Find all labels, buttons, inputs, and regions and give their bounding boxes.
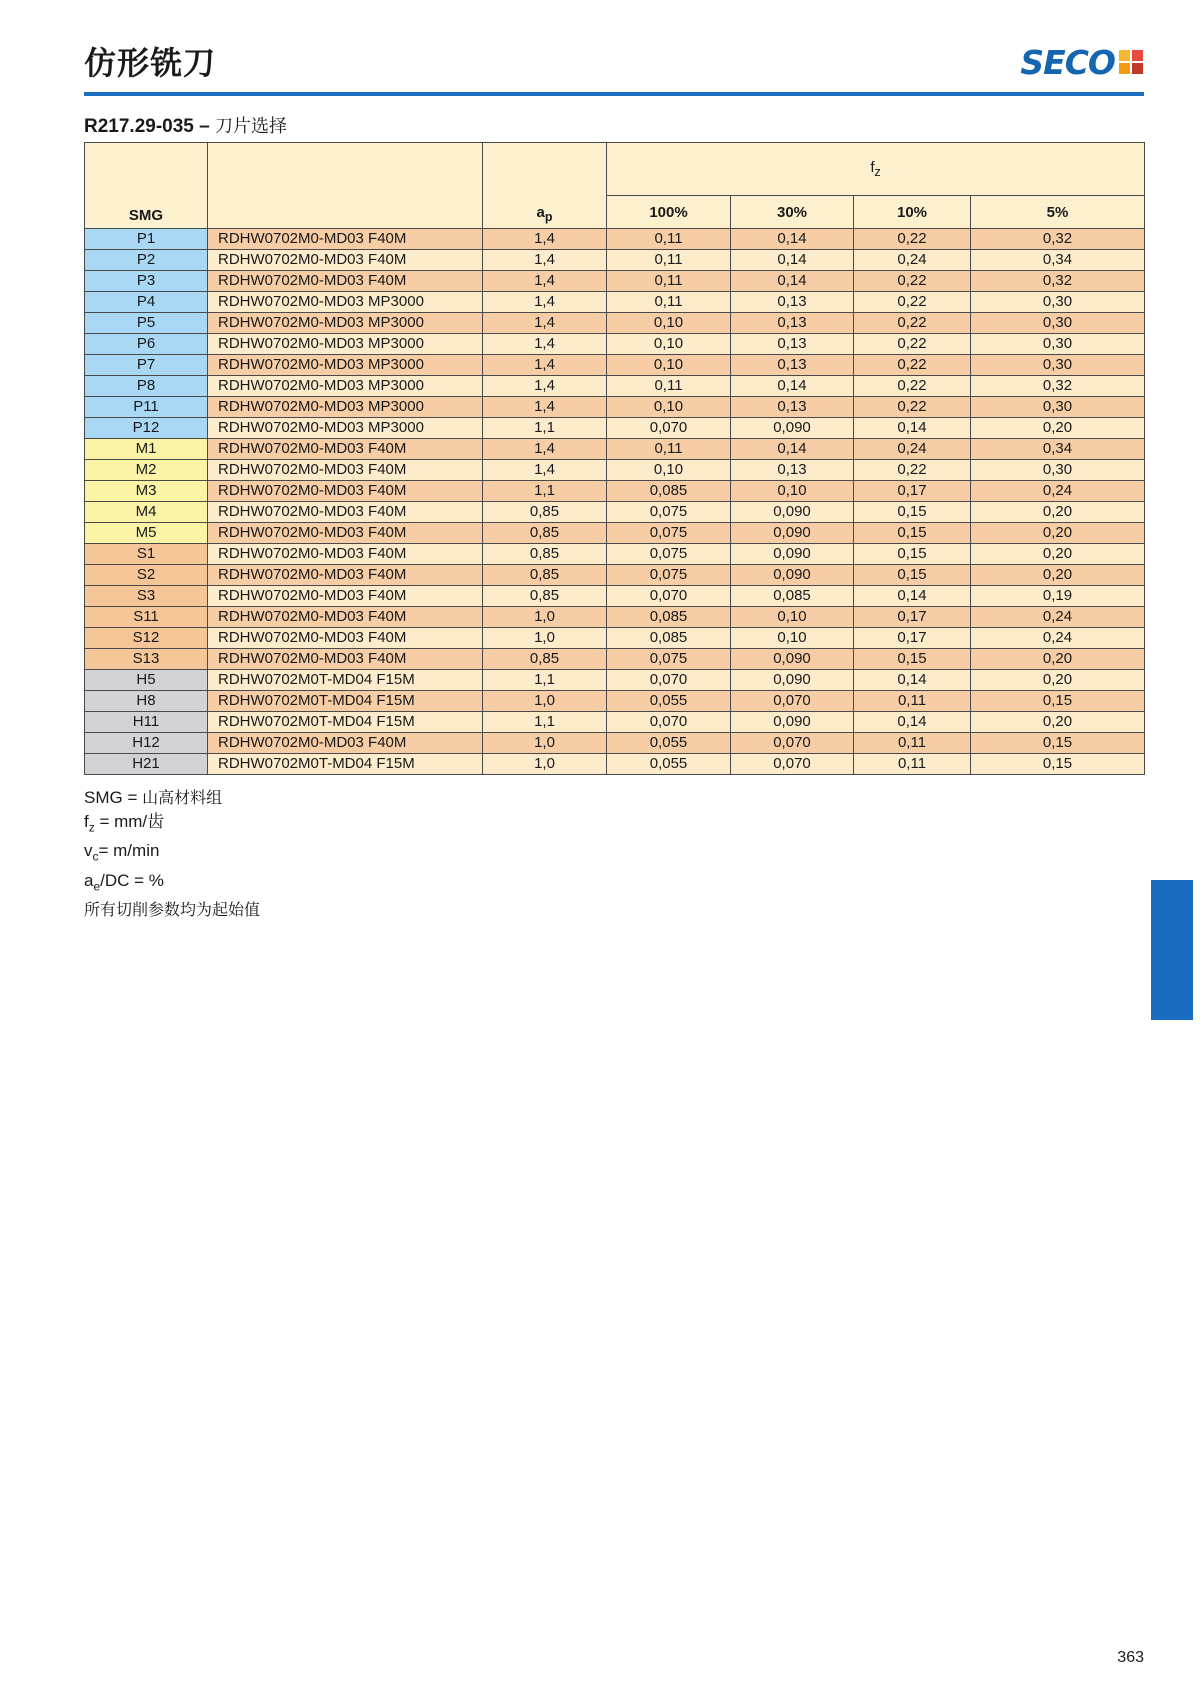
table-row [85, 292, 1145, 313]
cell-fz-5: 0,20 [971, 418, 1145, 439]
cell-fz-100: 0,10 [607, 397, 731, 418]
cell-fz-30: 0,090 [731, 523, 854, 544]
cell-fz-5: 0,32 [971, 229, 1145, 250]
note-fz: $f_z = mm/$齿 [84, 812, 165, 835]
cell-insert-code: RDHW0702M0-MD03 F40M [208, 544, 483, 565]
cell-ap: 1,0 [483, 691, 607, 712]
cell-ap: 1,4 [483, 292, 607, 313]
cell-fz-5: 0,34 [971, 250, 1145, 271]
cell-insert-code: RDHW0702M0-MD03 MP3000 [208, 313, 483, 334]
table-row [85, 271, 1145, 292]
cell-fz-5: 0,30 [971, 397, 1145, 418]
header-fz: $f_z$ [607, 143, 1145, 196]
cell-fz-30: 0,090 [731, 544, 854, 565]
cell-fz-10: 0,22 [854, 334, 971, 355]
cell-fz-10: 0,11 [854, 691, 971, 712]
cell-fz-10: 0,17 [854, 628, 971, 649]
header-ap: $a_p$ [483, 143, 607, 229]
cell-fz-100: 0,11 [607, 250, 731, 271]
table-row [85, 229, 1145, 250]
cell-fz-100: 0,11 [607, 271, 731, 292]
cell-ap: 0,85 [483, 502, 607, 523]
cell-fz-100: 0,075 [607, 502, 731, 523]
header-pct-5: 5% [971, 196, 1145, 229]
cell-fz-10: 0,22 [854, 292, 971, 313]
cell-fz-100: 0,10 [607, 355, 731, 376]
cell-fz-10: 0,14 [854, 418, 971, 439]
cell-insert-code: RDHW0702M0-MD03 F40M [208, 733, 483, 754]
cell-fz-30: 0,085 [731, 586, 854, 607]
cell-fz-10: 0,17 [854, 481, 971, 502]
cell-smg: P12 [85, 418, 208, 439]
cell-ap: 1,1 [483, 418, 607, 439]
cell-smg: S1 [85, 544, 208, 565]
cell-fz-10: 0,24 [854, 250, 971, 271]
cell-fz-5: 0,24 [971, 628, 1145, 649]
section-code: R217.29-035 [84, 116, 194, 137]
cell-ap: 1,1 [483, 481, 607, 502]
cell-ap: 1,4 [483, 460, 607, 481]
cell-fz-5: 0,19 [971, 586, 1145, 607]
table-row [85, 712, 1145, 733]
cell-ap: 1,4 [483, 271, 607, 292]
cell-ap: 1,0 [483, 733, 607, 754]
cell-fz-100: 0,075 [607, 565, 731, 586]
cell-insert-code: RDHW0702M0-MD03 MP3000 [208, 355, 483, 376]
cell-ap: 1,4 [483, 397, 607, 418]
cell-fz-30: 0,10 [731, 481, 854, 502]
cell-fz-5: 0,15 [971, 733, 1145, 754]
table-row [85, 691, 1145, 712]
cell-fz-10: 0,22 [854, 271, 971, 292]
table-row [85, 565, 1145, 586]
cell-insert-code: RDHW0702M0-MD03 F40M [208, 439, 483, 460]
cell-smg: H8 [85, 691, 208, 712]
table-row [85, 502, 1145, 523]
cell-insert-code: RDHW0702M0-MD03 F40M [208, 481, 483, 502]
table-row [85, 754, 1145, 775]
cell-fz-100: 0,070 [607, 586, 731, 607]
cell-fz-30: 0,090 [731, 649, 854, 670]
table-row [85, 523, 1145, 544]
cell-fz-30: 0,14 [731, 271, 854, 292]
cell-insert-code: RDHW0702M0-MD03 MP3000 [208, 376, 483, 397]
cell-insert-code: RDHW0702M0-MD03 F40M [208, 271, 483, 292]
cell-fz-5: 0,20 [971, 523, 1145, 544]
cell-ap: 1,4 [483, 313, 607, 334]
cell-fz-5: 0,15 [971, 754, 1145, 775]
cell-smg: S12 [85, 628, 208, 649]
cell-fz-10: 0,17 [854, 607, 971, 628]
notes [84, 786, 260, 922]
table-row [85, 628, 1145, 649]
section-dash: – [199, 116, 210, 137]
cell-fz-5: 0,20 [971, 712, 1145, 733]
cell-fz-100: 0,11 [607, 376, 731, 397]
cell-smg: M5 [85, 523, 208, 544]
cell-fz-30: 0,14 [731, 229, 854, 250]
header-pct-10: 10% [854, 196, 971, 229]
cell-ap: 0,85 [483, 544, 607, 565]
cell-fz-100: 0,070 [607, 418, 731, 439]
cell-fz-100: 0,11 [607, 439, 731, 460]
table-row [85, 439, 1145, 460]
cell-smg: P11 [85, 397, 208, 418]
cell-fz-5: 0,20 [971, 670, 1145, 691]
cell-fz-30: 0,090 [731, 565, 854, 586]
table-row [85, 607, 1145, 628]
cell-fz-30: 0,10 [731, 607, 854, 628]
cell-fz-5: 0,20 [971, 565, 1145, 586]
cell-fz-10: 0,14 [854, 586, 971, 607]
cell-fz-10: 0,14 [854, 670, 971, 691]
cell-ap: 0,85 [483, 649, 607, 670]
cell-fz-5: 0,30 [971, 313, 1145, 334]
header-insert-code [208, 143, 483, 229]
page-number: 363 [1117, 1649, 1144, 1666]
table-row [85, 250, 1145, 271]
cell-fz-10: 0,22 [854, 397, 971, 418]
cell-fz-100: 0,085 [607, 481, 731, 502]
cell-ap: 1,1 [483, 670, 607, 691]
cell-fz-30: 0,10 [731, 628, 854, 649]
cell-smg: P5 [85, 313, 208, 334]
cell-insert-code: RDHW0702M0-MD03 MP3000 [208, 397, 483, 418]
table-row [85, 649, 1145, 670]
table-row [85, 376, 1145, 397]
header-pct-100: 100% [607, 196, 731, 229]
cell-smg: S3 [85, 586, 208, 607]
cell-ap: 1,0 [483, 754, 607, 775]
cell-ap: 0,85 [483, 565, 607, 586]
note-vc: $v_c= m/\min$ [84, 841, 160, 864]
cell-fz-5: 0,30 [971, 460, 1145, 481]
header-smg: SMG [85, 143, 208, 229]
cell-ap: 1,4 [483, 355, 607, 376]
cell-fz-10: 0,22 [854, 376, 971, 397]
cell-fz-10: 0,22 [854, 313, 971, 334]
cell-fz-10: 0,15 [854, 502, 971, 523]
page-title: 仿形铣刀 [84, 44, 217, 82]
cell-insert-code: RDHW0702M0-MD03 F40M [208, 649, 483, 670]
cell-fz-10: 0,11 [854, 733, 971, 754]
cell-fz-100: 0,055 [607, 733, 731, 754]
cell-smg: H11 [85, 712, 208, 733]
note-ae: $a_e/DC$ = % [84, 870, 164, 894]
cell-fz-5: 0,24 [971, 607, 1145, 628]
cell-fz-100: 0,070 [607, 712, 731, 733]
section-subtitle: 刀片选择 [215, 116, 288, 137]
cell-insert-code: RDHW0702M0-MD03 MP3000 [208, 292, 483, 313]
cell-fz-100: 0,075 [607, 544, 731, 565]
cell-fz-30: 0,070 [731, 733, 854, 754]
side-tab-marker [1151, 880, 1193, 1020]
cell-fz-10: 0,15 [854, 544, 971, 565]
table-row [85, 334, 1145, 355]
cell-fz-30: 0,13 [731, 313, 854, 334]
cell-fz-100: 0,075 [607, 523, 731, 544]
cell-smg: P6 [85, 334, 208, 355]
cell-ap: 0,85 [483, 586, 607, 607]
table-row [85, 397, 1145, 418]
table-row [85, 481, 1145, 502]
cell-ap: 0,85 [483, 523, 607, 544]
cell-ap: 1,0 [483, 607, 607, 628]
cell-fz-30: 0,070 [731, 754, 854, 775]
cell-fz-30: 0,14 [731, 250, 854, 271]
cell-fz-10: 0,15 [854, 649, 971, 670]
cell-smg: P2 [85, 250, 208, 271]
cell-fz-10: 0,11 [854, 754, 971, 775]
cell-fz-100: 0,11 [607, 229, 731, 250]
cell-ap: 1,4 [483, 229, 607, 250]
cell-ap: 1,4 [483, 334, 607, 355]
cell-fz-5: 0,32 [971, 271, 1145, 292]
cell-fz-5: 0,20 [971, 502, 1145, 523]
cell-fz-100: 0,11 [607, 292, 731, 313]
cell-smg: M3 [85, 481, 208, 502]
cell-fz-5: 0,20 [971, 544, 1145, 565]
cell-smg: P3 [85, 271, 208, 292]
logo-text: SECO [1020, 42, 1115, 82]
cell-smg: M4 [85, 502, 208, 523]
cell-fz-5: 0,30 [971, 292, 1145, 313]
table-row [85, 355, 1145, 376]
cell-insert-code: RDHW0702M0T-MD04 F15M [208, 754, 483, 775]
cell-smg: H12 [85, 733, 208, 754]
table-row [85, 586, 1145, 607]
cell-fz-5: 0,34 [971, 439, 1145, 460]
cell-fz-10: 0,14 [854, 712, 971, 733]
cell-smg: M2 [85, 460, 208, 481]
cell-fz-30: 0,090 [731, 670, 854, 691]
cell-fz-100: 0,075 [607, 649, 731, 670]
note-smg: SMG = 山高材料组 [84, 788, 223, 807]
cell-insert-code: RDHW0702M0-MD03 F40M [208, 628, 483, 649]
table-row [85, 460, 1145, 481]
cell-smg: M1 [85, 439, 208, 460]
section-title [84, 112, 287, 138]
cell-insert-code: RDHW0702M0T-MD04 F15M [208, 712, 483, 733]
cell-fz-100: 0,10 [607, 334, 731, 355]
cell-fz-100: 0,085 [607, 607, 731, 628]
cell-insert-code: RDHW0702M0-MD03 F40M [208, 460, 483, 481]
cell-fz-5: 0,30 [971, 334, 1145, 355]
cell-fz-30: 0,14 [731, 376, 854, 397]
table-row [85, 418, 1145, 439]
cell-fz-10: 0,15 [854, 565, 971, 586]
cell-ap: 1,4 [483, 439, 607, 460]
cell-fz-5: 0,30 [971, 355, 1145, 376]
cell-ap: 1,1 [483, 712, 607, 733]
cell-smg: P7 [85, 355, 208, 376]
cell-insert-code: RDHW0702M0-MD03 F40M [208, 229, 483, 250]
note-start-values: 所有切削参数均为起始值 [84, 900, 261, 920]
cell-insert-code: RDHW0702M0-MD03 F40M [208, 523, 483, 544]
header-pct-30: 30% [731, 196, 854, 229]
cell-fz-30: 0,090 [731, 418, 854, 439]
cell-fz-10: 0,24 [854, 439, 971, 460]
cell-fz-100: 0,10 [607, 313, 731, 334]
cell-fz-5: 0,24 [971, 481, 1145, 502]
cell-fz-10: 0,22 [854, 460, 971, 481]
header-rule [84, 92, 1144, 96]
cell-fz-30: 0,090 [731, 502, 854, 523]
cell-fz-30: 0,090 [731, 712, 854, 733]
cell-smg: S13 [85, 649, 208, 670]
cell-fz-5: 0,20 [971, 649, 1145, 670]
cell-insert-code: RDHW0702M0-MD03 F40M [208, 607, 483, 628]
cell-smg: P1 [85, 229, 208, 250]
cell-fz-10: 0,22 [854, 229, 971, 250]
insert-selection-table [84, 142, 1145, 775]
table-row [85, 733, 1145, 754]
cell-ap: 1,4 [483, 250, 607, 271]
cell-insert-code: RDHW0702M0T-MD04 F15M [208, 691, 483, 712]
seco-logo [1020, 42, 1143, 82]
cell-insert-code: RDHW0702M0-MD03 F40M [208, 250, 483, 271]
cell-smg: S11 [85, 607, 208, 628]
cell-fz-100: 0,085 [607, 628, 731, 649]
cell-ap: 1,0 [483, 628, 607, 649]
cell-fz-100: 0,055 [607, 754, 731, 775]
cell-fz-100: 0,055 [607, 691, 731, 712]
table-row [85, 313, 1145, 334]
cell-insert-code: RDHW0702M0-MD03 F40M [208, 502, 483, 523]
cell-smg: H21 [85, 754, 208, 775]
cell-fz-30: 0,070 [731, 691, 854, 712]
cell-fz-100: 0,10 [607, 460, 731, 481]
cell-insert-code: RDHW0702M0-MD03 MP3000 [208, 334, 483, 355]
cell-fz-30: 0,13 [731, 460, 854, 481]
cell-insert-code: RDHW0702M0T-MD04 F15M [208, 670, 483, 691]
cell-fz-30: 0,13 [731, 355, 854, 376]
cell-ap: 1,4 [483, 376, 607, 397]
cell-smg: H5 [85, 670, 208, 691]
cell-fz-100: 0,070 [607, 670, 731, 691]
cell-smg: P8 [85, 376, 208, 397]
cell-fz-10: 0,15 [854, 523, 971, 544]
cell-fz-30: 0,13 [731, 397, 854, 418]
cell-smg: S2 [85, 565, 208, 586]
table-body [85, 229, 1145, 775]
cell-insert-code: RDHW0702M0-MD03 MP3000 [208, 418, 483, 439]
logo-mark-icon [1119, 50, 1143, 74]
cell-insert-code: RDHW0702M0-MD03 F40M [208, 586, 483, 607]
cell-fz-30: 0,13 [731, 292, 854, 313]
cell-fz-30: 0,14 [731, 439, 854, 460]
cell-fz-5: 0,32 [971, 376, 1145, 397]
cell-fz-5: 0,15 [971, 691, 1145, 712]
table-row [85, 544, 1145, 565]
cell-smg: P4 [85, 292, 208, 313]
table-row [85, 670, 1145, 691]
cell-fz-10: 0,22 [854, 355, 971, 376]
cell-insert-code: RDHW0702M0-MD03 F40M [208, 565, 483, 586]
cell-fz-30: 0,13 [731, 334, 854, 355]
